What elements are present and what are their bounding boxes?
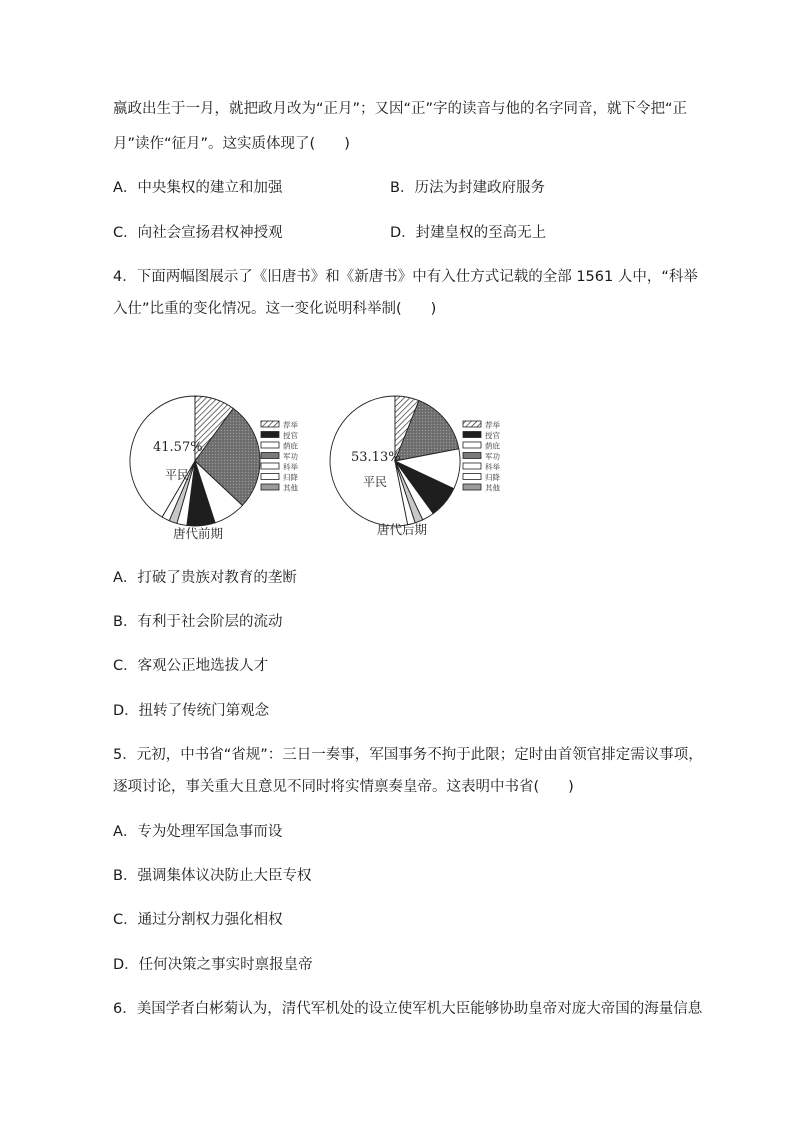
pie1-legend-label-2: 荫庇 [485,441,500,451]
q3-stem-line1: 嬴政出生于一月，就把政月改为“正月”；又因“正”字的读音与他的名字同音，就下令把“正 [113,101,688,117]
q5-stem-line2: 逐项讨论，事关重大且意见不同时将实情禀奏皇帝。这表明中书省( ) [113,779,574,795]
q3-option-b: B．历法为封建政府服务 [390,180,545,196]
pie1-legend-label-3: 军功 [485,452,500,461]
q4-option-d: D．扭转了传统门第观念 [113,703,270,719]
q4-stem-line2: 入仕”比重的变化情况。这一变化说明科举制( ) [113,301,437,317]
pie1-legend-label-1: 授官 [485,431,500,440]
q5-stem-line1: 5．元初，中书省“省规”：三日一奏事，军国事务不拘于此限；定时由首领官排定需议事项， [113,747,703,763]
q5-option-d: D．任何决策之事实时禀报皇帝 [113,957,313,973]
pie0-legend-swatch-4 [261,463,279,469]
q5-option-c: C．通过分割权力强化相权 [113,912,283,928]
pie-charts-svg [118,378,538,548]
q3-option-d: D．封建皇权的至高无上 [390,225,547,241]
q5-option-b: B．强调集体议决防止大臣专权 [113,868,312,884]
pie1-legend-swatch-2 [463,442,481,448]
q3-option-a: A．中央集权的建立和加强 [113,180,283,196]
pie0-legend-swatch-6 [261,484,279,490]
pie0-legend-label-5: 归降 [283,473,298,482]
pie0-legend-swatch-3 [261,453,279,459]
pie1-legend-label-6: 其他 [485,483,500,493]
pie0-legend-swatch-5 [261,474,279,480]
pie0-legend-label-4: 科举 [283,462,298,472]
pie0-legend-swatch-2 [261,442,279,448]
pie1-legend-swatch-3 [463,453,481,459]
q6-stem-line1: 6．美国学者白彬菊认为，清代军机处的设立使军机大臣能够协助皇帝对庞大帝国的海量信息 [113,1001,703,1017]
pie1-legend-swatch-0 [463,421,481,427]
pie0-annotation-percent: 41.57% [153,440,203,455]
q5-option-a: A．专为处理军国急事而设 [113,824,283,840]
pie0-legend-label-0: 荐举 [283,420,298,430]
pie0-legend-swatch-1 [261,432,279,438]
pie1-legend-label-4: 科举 [485,462,500,472]
pie1-annotation-percent: 53.13% [351,450,401,465]
pie1-legend-swatch-4 [463,463,481,469]
q3-stem-line2: 月”读作“征月”。这实质体现了( ) [113,136,350,152]
pie1-legend-swatch-6 [463,484,481,490]
q4-option-a: A．打破了贵族对教育的垄断 [113,570,297,586]
pie1-legend-swatch-5 [463,474,481,480]
q3-option-c: C．向社会宣扬君权神授观 [113,225,283,241]
pie0-legend-label-6: 其他 [283,483,298,493]
pie1-legend-label-0: 荐举 [485,420,500,430]
pie1-title: 唐代后期 [376,522,428,537]
pie0-legend-label-2: 荫庇 [283,441,298,451]
pie1-legend-swatch-1 [463,432,481,438]
q4-stem-line1: 4．下面两幅图展示了《旧唐书》和《新唐书》中有入仕方式记载的全部 1561 人中，“科举 [113,269,698,285]
pie0-annotation-label: 平民 [165,468,190,482]
pie0-legend-label-3: 军功 [283,452,298,461]
pie0-legend-swatch-0 [261,421,279,427]
q4-option-b: B．有利于社会阶层的流动 [113,614,283,630]
pie0-legend-label-1: 授官 [283,431,298,440]
pie1-legend-label-5: 归降 [485,473,500,482]
pie-charts-figure [118,378,538,548]
q4-option-c: C．客观公正地选拔人才 [113,658,269,674]
pie1-annotation-label: 平民 [363,475,388,489]
pie0-title: 唐代前期 [172,526,224,541]
